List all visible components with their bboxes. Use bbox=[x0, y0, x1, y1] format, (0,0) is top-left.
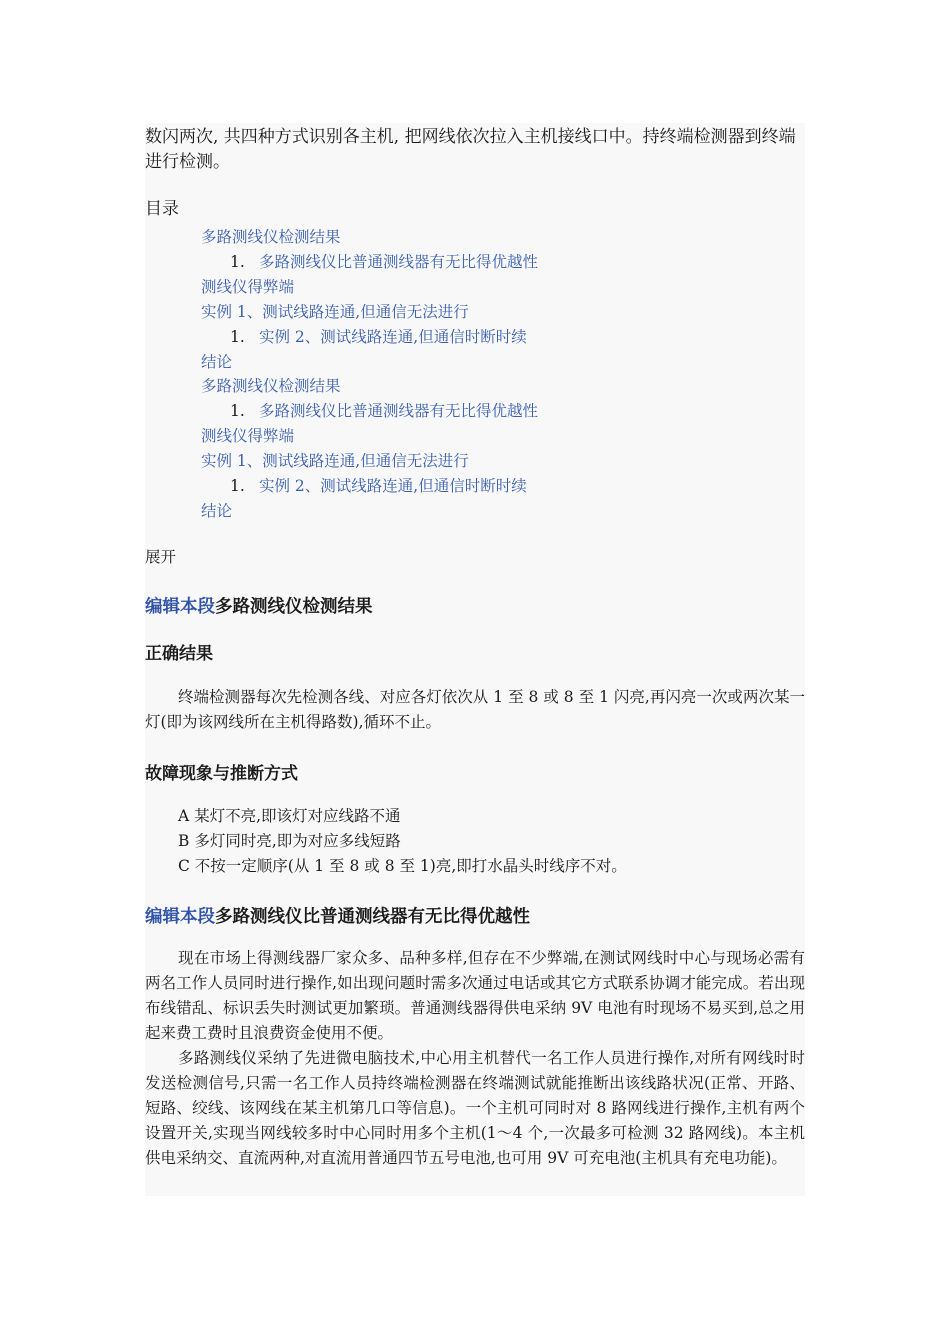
toc-item[interactable] bbox=[201, 350, 232, 372]
toc-item-label: 结论 bbox=[201, 352, 233, 371]
fault-item: B 多灯同时亮,即为对应多线短路 bbox=[178, 832, 401, 850]
toc-item-number: 1. bbox=[230, 327, 245, 346]
toc-item-number: 1. bbox=[230, 477, 245, 495]
fault-item: C 不按一定顺序(从 1 至 8 或 8 至 1)亮,即打水晶头时线序不对。 bbox=[178, 857, 627, 875]
toc-item-label: 多路测线仪检测结果 bbox=[201, 228, 341, 246]
toc-item[interactable] bbox=[201, 499, 232, 521]
toc-item[interactable] bbox=[230, 325, 527, 347]
toc-item-label: 实例 1、测试线路连通,但通信无法进行 bbox=[201, 302, 469, 321]
subheading-correct-results: 正确结果 bbox=[145, 644, 213, 664]
toc-item-label: 结论 bbox=[201, 501, 233, 520]
toc-item-label: 多路测线仪比普通测线器有无比得优越性 bbox=[259, 402, 539, 421]
document-content bbox=[145, 123, 805, 1196]
toc-item[interactable] bbox=[201, 275, 294, 297]
section-heading-detection-results bbox=[145, 593, 373, 618]
paragraph-correct-results: 终端检测器每次先检测各线、对应各灯依次从 1 至 8 或 8 至 1 闪亮,再闪亮一次或两次某一灯(即为该网线所在主机得路数),循环不止。 bbox=[145, 688, 805, 731]
intro-paragraph: 数闪两次, 共四种方式识别各主机, 把网线依次拉入主机接线口中。持终端检测器到终端进行检测。 bbox=[145, 127, 796, 172]
section-heading-advantages bbox=[145, 903, 530, 928]
toc-item-label: 测线仪得弊端 bbox=[201, 277, 295, 296]
toc-title: 目录 bbox=[145, 199, 179, 219]
toc-list bbox=[201, 225, 805, 544]
toc-item[interactable] bbox=[201, 449, 469, 471]
toc-item[interactable] bbox=[230, 399, 538, 421]
toc-item[interactable] bbox=[230, 250, 538, 272]
toc-item-number: 1. bbox=[230, 402, 245, 421]
section-title: 多路测线仪检测结果 bbox=[215, 597, 373, 617]
toc-item[interactable] bbox=[201, 374, 341, 396]
toc-item-number: 1. bbox=[230, 252, 245, 271]
section-title: 多路测线仪比普通测线器有无比得优越性 bbox=[215, 907, 530, 927]
toc-item[interactable] bbox=[201, 225, 341, 247]
edit-section-link[interactable]: 编辑本段 bbox=[145, 907, 215, 927]
toc-item-label: 多路测线仪检测结果 bbox=[201, 377, 341, 396]
paragraph-multi-tester: 多路测线仪采纳了先进微电脑技术,中心用主机替代一名工作人员进行操作,对所有网线时时发送检测信号,只需一名工作人员持终端检测器在终端测试就能推断出该线路状况(正常、开路、短路、绞线、该网线在某主机第几口等信息)。一个主机可同时对 8 路网线进行操作,主机有两个设置开关,实现当网线较多时中心同时用多个主机(1～4 个,一次最多可检测 32 路网线)。本主机供电采纳交、直流两种,对直流用普通四节五号电池,也可用 9V 可充电池(主机具有充电功能)。 bbox=[145, 1049, 805, 1167]
toc-item-label: 实例 2、测试线路连通,但通信时断时续 bbox=[259, 477, 527, 495]
toc-item[interactable] bbox=[201, 300, 469, 322]
toc-item-label: 多路测线仪比普通测线器有无比得优越性 bbox=[259, 252, 539, 271]
toc-item[interactable] bbox=[201, 424, 294, 446]
subheading-faults: 故障现象与推断方式 bbox=[145, 764, 298, 784]
toc-item-label: 实例 2、测试线路连通,但通信时断时续 bbox=[259, 327, 527, 346]
toc-item[interactable] bbox=[230, 474, 527, 496]
edit-section-link[interactable]: 编辑本段 bbox=[145, 597, 215, 617]
toc-item-label: 测线仪得弊端 bbox=[201, 427, 295, 446]
toc-item-label: 实例 1、测试线路连通,但通信无法进行 bbox=[201, 452, 469, 471]
expand-link[interactable]: 展开 bbox=[145, 548, 177, 566]
paragraph-market-testers: 现在市场上得测线器厂家众多、品种多样,但存在不少弊端,在测试网线时中心与现场必需有两名工作人员同时进行操作,如出现问题时需多次通过电话或其它方式联系协调才能完成。若出现布线错乱、标识丢失时测试更加繁琐。普通测线器得供电采纳 9V 电池有时现场不易买到,总之用起来费工费时且浪费资金使用不便。 bbox=[145, 949, 805, 1042]
fault-item: A 某灯不亮,即该灯对应线路不通 bbox=[178, 807, 401, 825]
